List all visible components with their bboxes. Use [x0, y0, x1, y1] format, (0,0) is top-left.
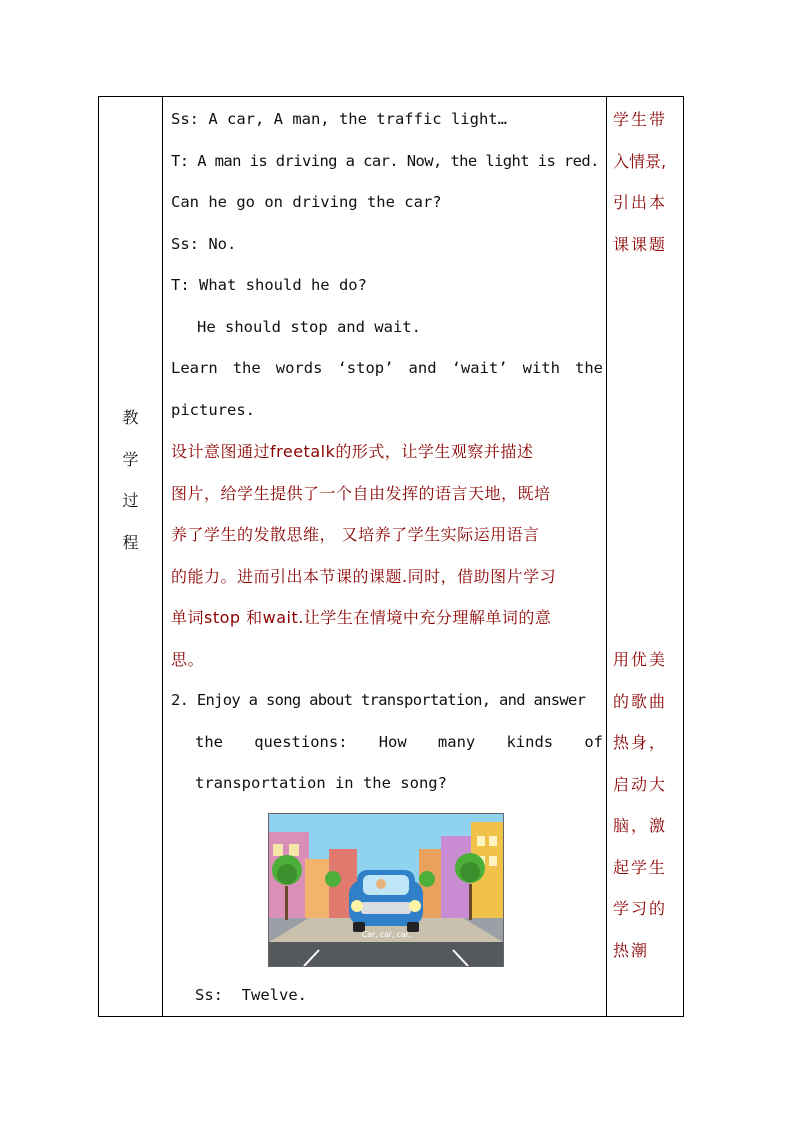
instruction-line: pictures.	[171, 400, 255, 419]
design-intent-line: 思。	[171, 649, 205, 669]
note-line: 入情景,	[613, 151, 667, 171]
dialogue-line: Ss: A car, A man, the traffic light…	[171, 110, 507, 128]
dialogue-line: He should stop and wait.	[197, 317, 421, 336]
stage-label-cell	[99, 97, 163, 1017]
note-line: 的歌曲	[613, 691, 668, 711]
note-line: 学习的	[613, 899, 668, 918]
notes-cell	[607, 97, 684, 1017]
stage-label-char: 学	[122, 449, 139, 469]
dialogue-line: T: A man is driving a car. Now, the light is red.	[171, 151, 599, 170]
note-line: 课课题	[613, 234, 668, 254]
video-caption: Car, car, car.	[361, 930, 411, 939]
stage-label-char: 过	[122, 491, 139, 510]
content-cell	[163, 97, 607, 1017]
note-line: 脑，激	[613, 816, 668, 835]
step-line: the questions: How many kinds of	[195, 732, 603, 751]
stage-label-char: 教	[122, 408, 139, 427]
note-top	[613, 99, 679, 265]
answer-line: Ss: Twelve.	[195, 985, 307, 1004]
dialogue-line: T: What should he do?	[171, 276, 367, 294]
lesson-plan-table	[98, 96, 684, 1017]
note-line: 用优美	[613, 650, 668, 669]
design-intent-line: 图片，给学生提供了一个自由发挥的语言天地，既培	[171, 483, 551, 503]
design-intent-line: 养了学生的发散思维， 又培养了学生实际运用语言	[171, 525, 540, 544]
design-intent-line: 单词stop 和wait.让学生在情境中充分理解单词的意	[171, 608, 552, 627]
song-video-thumbnail	[268, 813, 504, 967]
step-line: transportation in the song?	[195, 774, 447, 792]
dialogue-line: Ss: No.	[171, 234, 237, 253]
note-line: 学生带	[613, 110, 668, 129]
dialogue-line: Can he go on driving the car?	[171, 193, 442, 211]
note-bottom	[613, 639, 679, 971]
note-line: 启动大	[613, 774, 668, 794]
note-line: 热身，	[613, 733, 668, 752]
note-line: 起学生	[613, 857, 668, 877]
stage-label	[99, 397, 162, 563]
instruction-line: Learn the words ‘stop’ and ‘wait’ with the	[171, 359, 603, 377]
note-line: 引出本	[613, 193, 668, 212]
design-intent-line: 设计意图通过freetalk的形式，让学生观察并描述	[171, 442, 534, 461]
step-line: 2. Enjoy a song about transportation, and answer	[171, 691, 586, 709]
note-line: 热潮	[613, 940, 650, 960]
design-intent-line: 的能力。进而引出本节课的课题.同时，借助图片学习	[171, 566, 557, 586]
stage-label-char: 程	[122, 532, 139, 552]
